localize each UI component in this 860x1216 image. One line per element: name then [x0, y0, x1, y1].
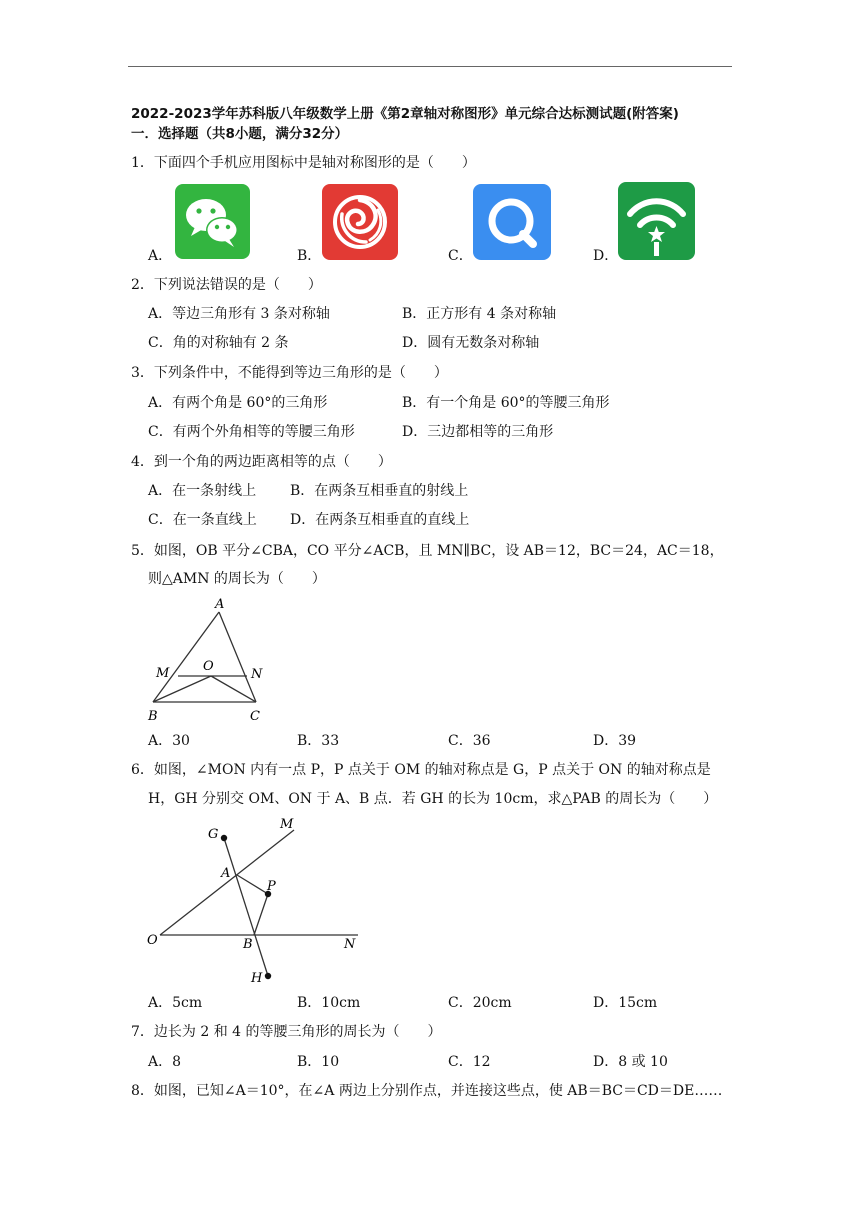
q6-label-n: N — [344, 937, 356, 952]
q1-option-a: A． — [148, 248, 173, 264]
q6-label-b: B — [243, 937, 253, 952]
q5-label-m: M — [156, 666, 170, 681]
q1-option-c: C． — [448, 248, 473, 264]
question-8-stem: 8．如图，已知∠A＝10°，在∠A 两边上分别作点，并连接这些点，使 AB＝BC＝CD＝DE…… — [131, 1083, 723, 1099]
question-7-stem: 7．边长为 2 和 4 的等腰三角形的周长为（ ） — [131, 1024, 442, 1040]
q6-option-a: A．5cm — [148, 995, 203, 1011]
q6-label-o: O — [147, 933, 158, 948]
q6-label-m: M — [280, 817, 294, 832]
q1-option-b: B． — [297, 248, 322, 264]
q5-triangle-figure — [140, 594, 280, 726]
q6-label-p: P — [267, 879, 276, 894]
q4-option-a: A．在一条射线上 — [148, 483, 257, 499]
q1-option-d: D． — [593, 248, 619, 264]
q2-option-a: A．等边三角形有 3 条对称轴 — [148, 306, 330, 322]
q7-option-d: D．8 或 10 — [593, 1054, 668, 1070]
q6-label-g: G — [208, 827, 219, 842]
q5-label-b: B — [148, 709, 158, 724]
q6-angle-figure — [140, 812, 370, 990]
q2-option-c: C．角的对称轴有 2 条 — [148, 335, 289, 351]
question-6-stem: 6．如图，∠MON 内有一点 P，P 点关于 OM 的轴对称点是 G，P 点关于 ON 的轴对称点是 — [131, 762, 711, 778]
q5-label-o: O — [203, 659, 214, 674]
question-3-stem: 3．下列条件中，不能得到等边三角形的是（ ） — [131, 365, 448, 381]
q4-option-b: B．在两条互相垂直的射线上 — [290, 483, 469, 499]
q7-option-b: B．10 — [297, 1054, 340, 1070]
q2-option-b: B．正方形有 4 条对称轴 — [402, 306, 557, 322]
wifi-star-icon — [618, 182, 695, 260]
wechat-icon — [175, 184, 250, 259]
q2-option-d: D．圆有无数条对称轴 — [402, 335, 540, 351]
question-4-stem: 4．到一个角的两边距离相等的点（ ） — [131, 454, 392, 470]
q4-option-c: C．在一条直线上 — [148, 512, 257, 528]
q6-option-d: D．15cm — [593, 995, 658, 1011]
q7-option-c: C．12 — [448, 1054, 491, 1070]
q5-label-n: N — [251, 667, 263, 682]
q5-option-a: A．30 — [148, 733, 190, 749]
q6-option-c: C．20cm — [448, 995, 512, 1011]
search-q-icon — [473, 184, 551, 260]
q5-label-a: A — [215, 597, 225, 612]
q6-label-a: A — [221, 866, 231, 881]
q6-option-b: B．10cm — [297, 995, 361, 1011]
q6-label-h: H — [251, 971, 263, 986]
q3-option-b: B．有一个角是 60°的等腰三角形 — [402, 395, 610, 411]
sohu-news-swirl-icon — [322, 184, 398, 260]
q7-option-a: A．8 — [148, 1054, 182, 1070]
document-title: 2022-2023学年苏科版八年级数学上册《第2章轴对称图形》单元综合达标测试题(附答案) — [131, 106, 679, 122]
question-5-stem-cont: 则△AMN 的周长为（ ） — [148, 571, 326, 587]
q3-option-d: D．三边都相等的三角形 — [402, 424, 554, 440]
question-2-stem: 2．下列说法错误的是（ ） — [131, 277, 322, 293]
question-1-stem: 1．下面四个手机应用图标中是轴对称图形的是（ ） — [131, 155, 476, 171]
q6-point-h — [265, 973, 271, 979]
question-5-stem: 5．如图，OB 平分∠CBA，CO 平分∠ACB，且 MN∥BC，设 AB＝12，BC＝24，AC＝18， — [131, 543, 724, 559]
section-heading: 一．选择题（共8小题，满分32分） — [131, 126, 349, 142]
q5-option-b: B．33 — [297, 733, 340, 749]
q6-point-g — [221, 835, 227, 841]
q5-option-c: C．36 — [448, 733, 491, 749]
q4-option-d: D．在两条互相垂直的直线上 — [290, 512, 470, 528]
q5-label-c: C — [250, 709, 260, 724]
q5-option-d: D．39 — [593, 733, 637, 749]
header-rule — [128, 66, 732, 67]
q3-option-c: C．有两个外角相等的等腰三角形 — [148, 424, 355, 440]
q3-option-a: A．有两个角是 60°的三角形 — [148, 395, 328, 411]
question-6-stem-cont: H，GH 分别交 OM、ON 于 A、B 点．若 GH 的长为 10cm，求△PAB 的周长为（ ） — [148, 791, 718, 807]
